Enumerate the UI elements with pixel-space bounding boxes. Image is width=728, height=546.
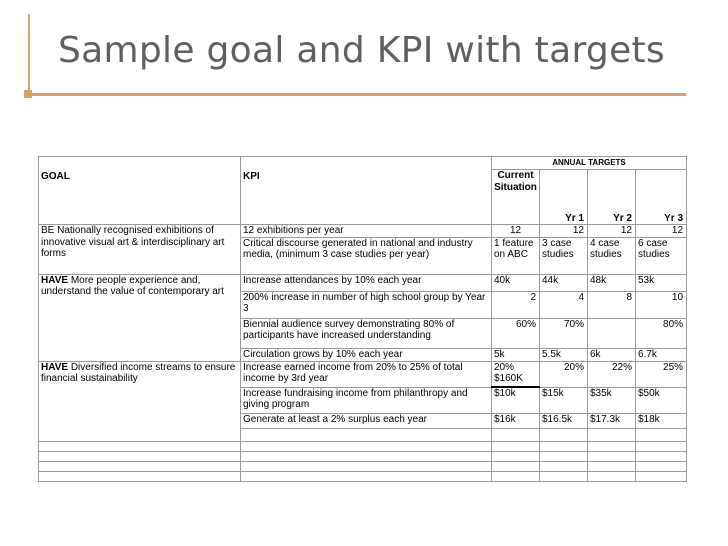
title-accent-bullet: [24, 90, 32, 98]
yr3-cell: $18k: [636, 413, 687, 428]
yr2-cell: 22%: [588, 361, 636, 387]
yr1-cell: 5.5k: [540, 348, 588, 361]
yr3-cell: 53k: [636, 274, 687, 291]
yr1-cell: $15k: [540, 387, 588, 413]
goal-be-cell: [39, 225, 241, 275]
current-cell: 12: [492, 225, 540, 238]
empty-row: [39, 451, 687, 461]
goal-have-income-text: Diversified income streams to ensure financial sustainability: [41, 361, 236, 384]
current-cell: 20% $160K: [492, 361, 540, 387]
yr1-cell: 3 case studies: [540, 237, 588, 274]
goal-have-audience-prefix: HAVE: [41, 274, 69, 286]
kpi-cell: [241, 428, 492, 441]
current-cell: $10k: [492, 387, 540, 413]
yr1-cell: $16.5k: [540, 413, 588, 428]
yr1-cell: 12: [540, 225, 588, 238]
yr2-header: Yr 2: [588, 170, 636, 225]
yr3-cell: 10: [636, 291, 687, 318]
goal-be-prefix: BE: [41, 225, 55, 236]
yr3-cell: 6.7k: [636, 348, 687, 361]
kpi-cell: Circulation grows by 10% each year: [241, 348, 492, 361]
empty-row: [39, 471, 687, 481]
goal-be-text: Nationally recognised exhibitions of innovative visual art & interdisciplinary art forms: [41, 225, 225, 259]
kpi-cell: Biennial audience survey demonstrating 80% of participants have increased understanding: [241, 318, 492, 348]
annual-targets-row: [39, 157, 687, 170]
annual-targets-header: ANNUAL TARGETS: [492, 157, 687, 170]
kpi-targets-table: [38, 156, 687, 482]
current-cell: 40k: [492, 274, 540, 291]
yr2-cell: 12: [588, 225, 636, 238]
yr1-cell: 44k: [540, 274, 588, 291]
yr3-header: Yr 3: [636, 170, 687, 225]
goal-have-income-prefix: HAVE: [41, 361, 69, 373]
yr2-cell: $35k: [588, 387, 636, 413]
empty-row: [39, 461, 687, 471]
yr2-cell: [588, 428, 636, 441]
yr3-cell: 80%: [636, 318, 687, 348]
yr2-cell: 8: [588, 291, 636, 318]
goal-have-income-cell: [39, 361, 241, 441]
yr3-cell: 6 case studies: [636, 237, 687, 274]
kpi-cell: 200% increase in number of high school group by Year 3: [241, 291, 492, 318]
table-row: [39, 225, 687, 238]
current-cell: 1 feature on ABC: [492, 237, 540, 274]
header-spacer-goal: [39, 157, 241, 170]
yr1-header: Yr 1: [540, 170, 588, 225]
empty-row: [39, 441, 687, 451]
kpi-cell: Increase attendances by 10% each year: [241, 274, 492, 291]
yr3-cell: 25%: [636, 361, 687, 387]
yr2-cell: 4 case studies: [588, 237, 636, 274]
goal-column-header: GOAL: [39, 170, 241, 225]
kpi-column-header: KPI: [241, 170, 492, 225]
title-accent-rule: [28, 93, 686, 96]
yr3-cell: [636, 428, 687, 441]
kpi-cell: Increase fundraising income from philanthropy and giving program: [241, 387, 492, 413]
yr1-cell: 20%: [540, 361, 588, 387]
yr2-cell: 6k: [588, 348, 636, 361]
goal-have-audience-text: More people experience and, understand the value of contemporary art: [41, 274, 224, 297]
title-accent-vertical: [28, 14, 30, 98]
table-row: [39, 274, 687, 291]
yr1-cell: [540, 428, 588, 441]
yr1-cell: 70%: [540, 318, 588, 348]
yr2-cell: 48k: [588, 274, 636, 291]
yr2-cell: [588, 318, 636, 348]
current-cell: 5k: [492, 348, 540, 361]
slide-title: Sample goal and KPI with targets: [58, 30, 665, 71]
header-spacer-kpi: [241, 157, 492, 170]
yr2-cell: $17.3k: [588, 413, 636, 428]
current-cell: [492, 428, 540, 441]
current-cell: 60%: [492, 318, 540, 348]
kpi-cell: 12 exhibitions per year: [241, 225, 492, 238]
kpi-cell: Generate at least a 2% surplus each year: [241, 413, 492, 428]
kpi-cell: Critical discourse generated in national and industry media, (minimum 3 case studies per year): [241, 237, 492, 274]
yr3-cell: 12: [636, 225, 687, 238]
goal-have-audience-cell: [39, 274, 241, 361]
table-row: [39, 361, 687, 387]
column-header-row: [39, 170, 687, 225]
yr1-cell: 4: [540, 291, 588, 318]
current-cell: 2: [492, 291, 540, 318]
yr3-cell: $50k: [636, 387, 687, 413]
current-situation-header: Current Situation: [492, 170, 540, 225]
current-cell: $16k: [492, 413, 540, 428]
kpi-cell: Increase earned income from 20% to 25% of total income by 3rd year: [241, 361, 492, 387]
